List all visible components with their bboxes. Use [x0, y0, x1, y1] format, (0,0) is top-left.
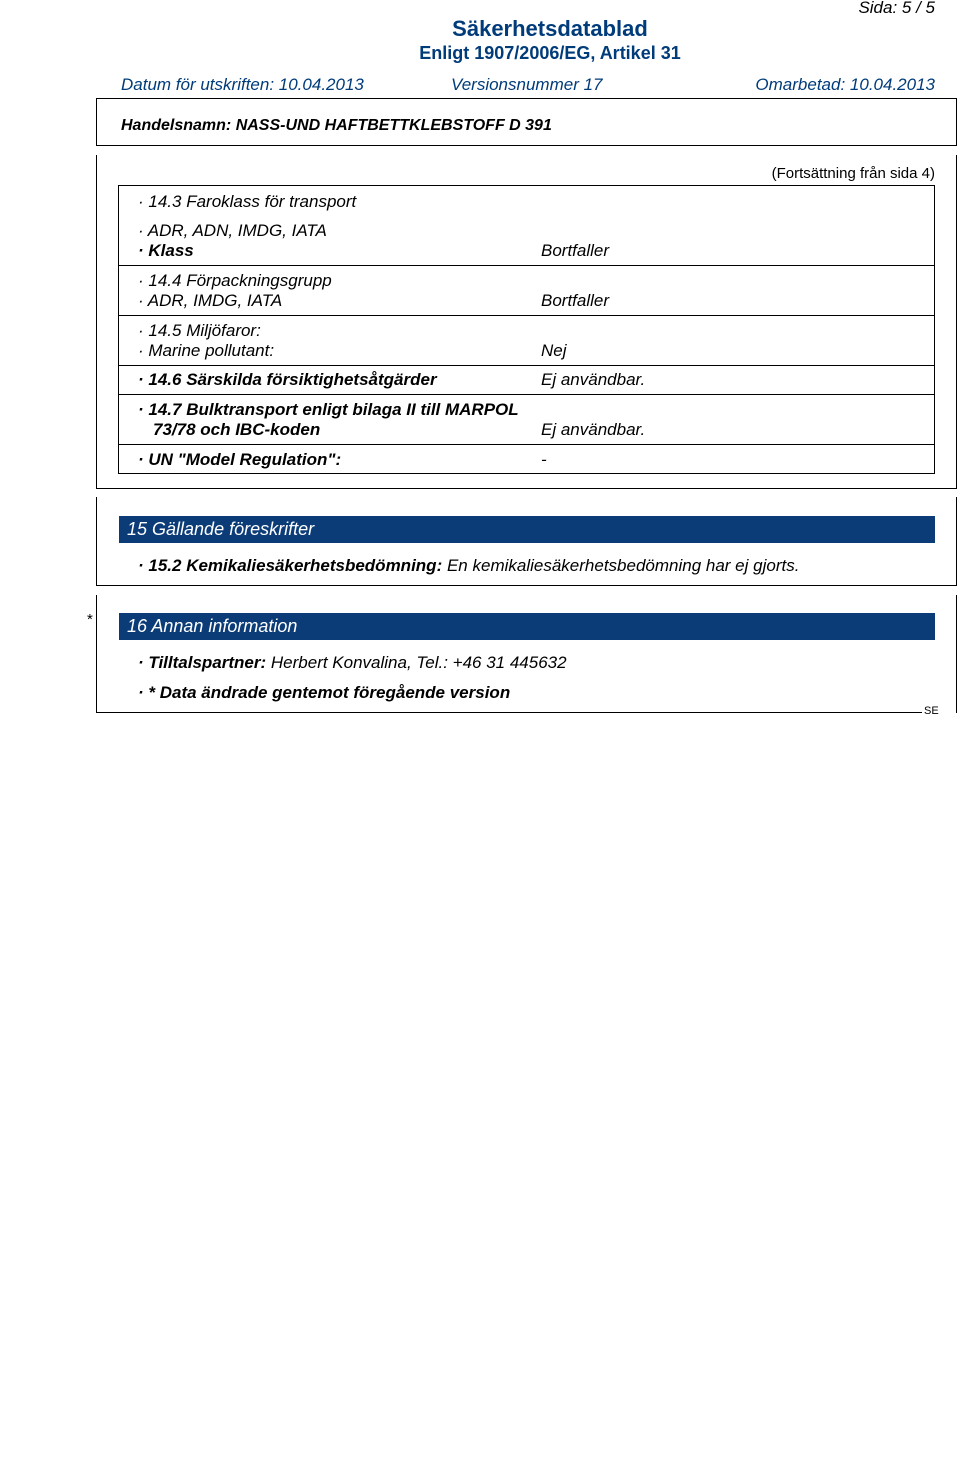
- section15-heading: 15 Gällande föreskrifter: [119, 516, 935, 543]
- row-14-7-label-cont: 73/78 och IBC-koden: [153, 420, 321, 439]
- section16-heading: 16 Annan information: [119, 613, 935, 640]
- divider: [118, 315, 935, 316]
- document-title: Säkerhetsdatablad: [452, 16, 648, 41]
- divider: [118, 365, 935, 366]
- row-adr-imdg-value: Bortfaller: [541, 291, 610, 310]
- frame-left-s15: [96, 497, 97, 585]
- row-marine-label: · Marine pollutant:: [138, 341, 275, 360]
- row-marine-value: Nej: [541, 341, 567, 360]
- row-14-4-label: · 14.4 Förpackningsgrupp: [138, 271, 332, 290]
- row-14-6-label: · 14.6 Särskilda försiktighetsåtgärder: [138, 370, 437, 389]
- frame-right-s16: [956, 595, 957, 713]
- frame-right-s15: [956, 497, 957, 585]
- row-adr-imdg-label: · ADR, IMDG, IATA: [138, 291, 283, 310]
- change-marker: *: [87, 611, 93, 628]
- frame-right-s14: [956, 155, 957, 488]
- row-14-7-value: Ej användbar.: [541, 420, 646, 439]
- revised-date: Omarbetad: 10.04.2013: [755, 75, 935, 94]
- row-adr-label: · ADR, ADN, IMDG, IATA: [138, 221, 327, 240]
- continued-note: (Fortsättning från sida 4): [771, 165, 935, 182]
- language-code: SE: [924, 705, 939, 717]
- frame-left-s14: [96, 155, 97, 488]
- document-subtitle: Enligt 1907/2006/EG, Artikel 31: [419, 43, 681, 63]
- section15-item-label: · 15.2 Kemikaliesäkerhetsbedömning:: [138, 556, 443, 575]
- divider: [118, 265, 935, 266]
- row-14-3-label: · 14.3 Faroklass för transport: [138, 192, 357, 211]
- trade-name: Handelsnamn: NASS-UND HAFTBETTKLEBSTOFF D 391: [121, 117, 552, 134]
- divider: [118, 394, 935, 395]
- section15-frame-bottom: [96, 585, 957, 586]
- page-number: Sida: 5 / 5: [858, 0, 935, 17]
- version-number: Versionsnummer 17: [451, 75, 603, 94]
- divider: [118, 444, 935, 445]
- frame-left-s16: [96, 595, 97, 713]
- changes-note: · * Data ändrade gentemot föregående version: [138, 683, 511, 702]
- print-date: Datum för utskriften: 10.04.2013: [121, 75, 364, 94]
- frame-right-top: [956, 98, 957, 146]
- contact-value: Herbert Konvalina, Tel.: +46 31 445632: [270, 653, 567, 672]
- header-rule: [96, 98, 956, 99]
- header-box-bottom: [96, 145, 957, 146]
- row-klass-label: · Klass: [138, 241, 194, 260]
- contact-label: · Tilltalspartner:: [138, 653, 267, 672]
- row-14-5-label: · 14.5 Miljöfaror:: [138, 321, 261, 340]
- row-un-value: -: [541, 450, 547, 469]
- section14-frame-bottom: [96, 488, 957, 489]
- row-un-label: · UN "Model Regulation":: [138, 450, 342, 469]
- row-14-7-label: · 14.7 Bulktransport enligt bilaga II till MARPOL: [138, 400, 519, 419]
- contact-line: [138, 653, 567, 673]
- row-14-6-value: Ej användbar.: [541, 370, 646, 389]
- section15-item-value: En kemikaliesäkerhetsbedömning har ej gjorts.: [446, 556, 800, 575]
- section16-frame-bottom: [96, 712, 922, 713]
- row-klass-value: Bortfaller: [541, 241, 610, 260]
- frame-left-top: [96, 98, 97, 146]
- section15-item: [138, 556, 799, 576]
